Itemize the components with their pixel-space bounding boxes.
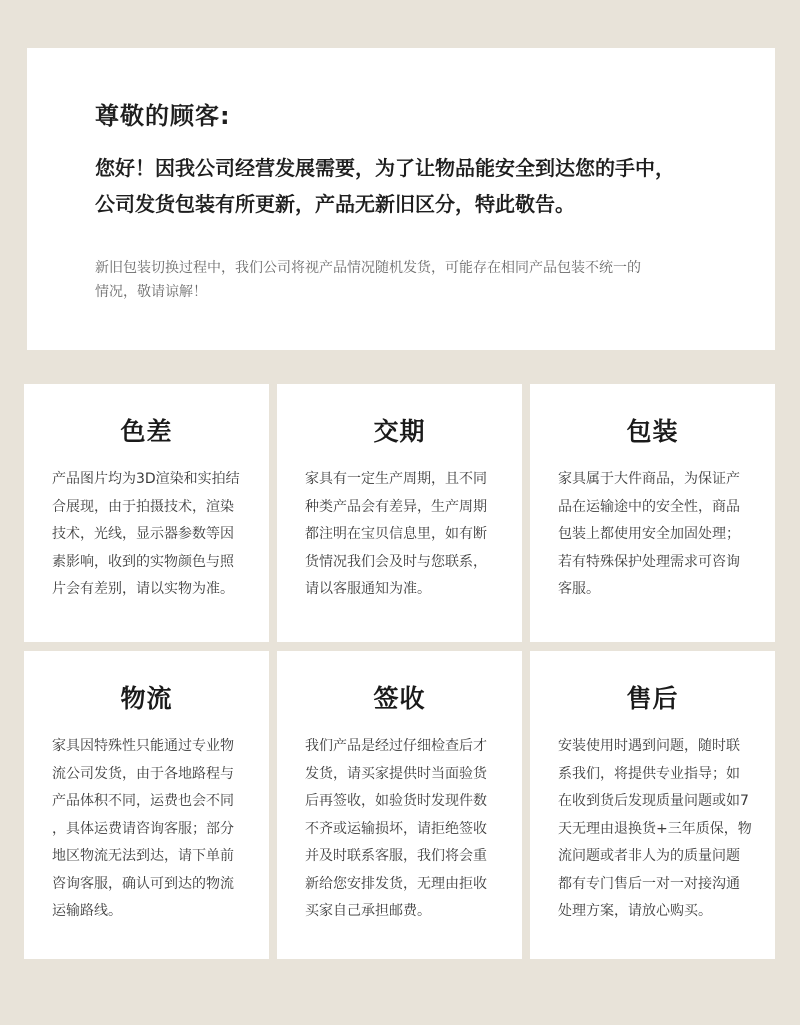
notice-title: 尊敬的顾客: (95, 102, 231, 130)
card-line: 并及时联系客服，我们将会重 (305, 848, 487, 864)
notice-body-line: 您好！因我公司经营发展需要，为了让物品能安全到达您的手中， (95, 156, 675, 180)
card-line: 天无理由退换货+三年质保，物 (558, 820, 752, 837)
card-line: 流问题或者非人为的质量问题 (558, 848, 740, 864)
card-description (558, 733, 758, 926)
card-line: 品在运输途中的安全性，商品 (558, 498, 740, 515)
card-title: 售后 (626, 684, 679, 713)
card-line: 客服。 (558, 581, 600, 597)
card-color-difference (24, 384, 269, 642)
card-description (52, 733, 252, 926)
card-after-sales (530, 651, 775, 959)
card-line: 不齐或运输损坏，请拒绝签收 (305, 820, 487, 837)
card-line: 新给您安排发货，无理由拒收 (305, 875, 487, 892)
card-line: 运输路线。 (52, 903, 122, 919)
notice-note-line: 情况，敬请谅解！ (95, 284, 207, 300)
card-line: ，具体运费请咨询客服；部分 (52, 820, 234, 837)
card-logistics (24, 651, 269, 959)
card-title: 交期 (373, 417, 426, 446)
notice-note (95, 256, 715, 304)
card-line: 产品体积不同，运费也会不同 (52, 793, 234, 809)
card-packaging (530, 384, 775, 642)
card-line: 片会有差别，请以实物为准。 (52, 581, 234, 597)
notice-body-line: 公司发货包装有所更新，产品无新旧区分，特此敬告。 (95, 192, 575, 216)
card-line: 在收到货后发现质量问题或如7 (558, 793, 749, 809)
card-line: 后再签收，如验货时发现件数 (305, 793, 487, 809)
card-line: 家具有一定生产周期，且不同 (305, 471, 487, 487)
card-line: 种类产品会有差异，生产周期 (305, 498, 487, 515)
card-line: 素影响，收到的实物颜色与照 (52, 553, 234, 570)
card-line: 都有专门售后一对一对接沟通 (558, 875, 740, 892)
card-line: 货情况我们会及时与您联系， (305, 553, 487, 570)
card-line: 我们产品是经过仔细检查后才 (305, 738, 487, 754)
card-line: 包装上都使用安全加固处理； (558, 526, 740, 542)
card-line: 家具属于大件商品，为保证产 (558, 471, 740, 487)
notice-note-line: 新旧包装切换过程中，我们公司将视产品情况随机发货，可能存在相同产品包装不统一的 (95, 260, 641, 276)
card-line: 发货，请买家提供时当面验货 (305, 765, 487, 782)
card-description (52, 466, 252, 604)
card-line: 系我们，将提供专业指导；如 (558, 765, 740, 782)
card-line: 产品图片均为3D渲染和实拍结 (52, 471, 240, 487)
notice-panel (27, 48, 775, 350)
card-line: 安装使用时遇到问题，随时联 (558, 738, 740, 754)
card-line: 技术，光线，显示器参数等因 (52, 526, 234, 542)
card-line: 合展现，由于拍摄技术，渲染 (52, 498, 234, 515)
card-line: 请以客服通知为准。 (305, 581, 431, 597)
card-title: 物流 (120, 684, 173, 713)
card-line: 流公司发货，由于各地路程与 (52, 765, 234, 782)
card-title: 签收 (373, 684, 426, 713)
card-line: 家具因特殊性只能通过专业物 (52, 738, 234, 754)
card-description (305, 466, 505, 604)
notice-body (95, 150, 735, 222)
card-title: 色差 (120, 417, 173, 446)
card-line: 买家自己承担邮费。 (305, 903, 431, 919)
card-delivery-time (277, 384, 522, 642)
card-line: 咨询客服，确认可到达的物流 (52, 875, 234, 892)
card-line: 若有特殊保护处理需求可咨询 (558, 553, 740, 570)
card-sign-for-receipt (277, 651, 522, 959)
card-line: 地区物流无法到达，请下单前 (52, 848, 234, 864)
card-description (558, 466, 758, 604)
card-line: 处理方案，请放心购买。 (558, 903, 712, 919)
card-title: 包装 (626, 417, 679, 446)
card-line: 都注明在宝贝信息里，如有断 (305, 526, 487, 542)
card-description (305, 733, 505, 926)
